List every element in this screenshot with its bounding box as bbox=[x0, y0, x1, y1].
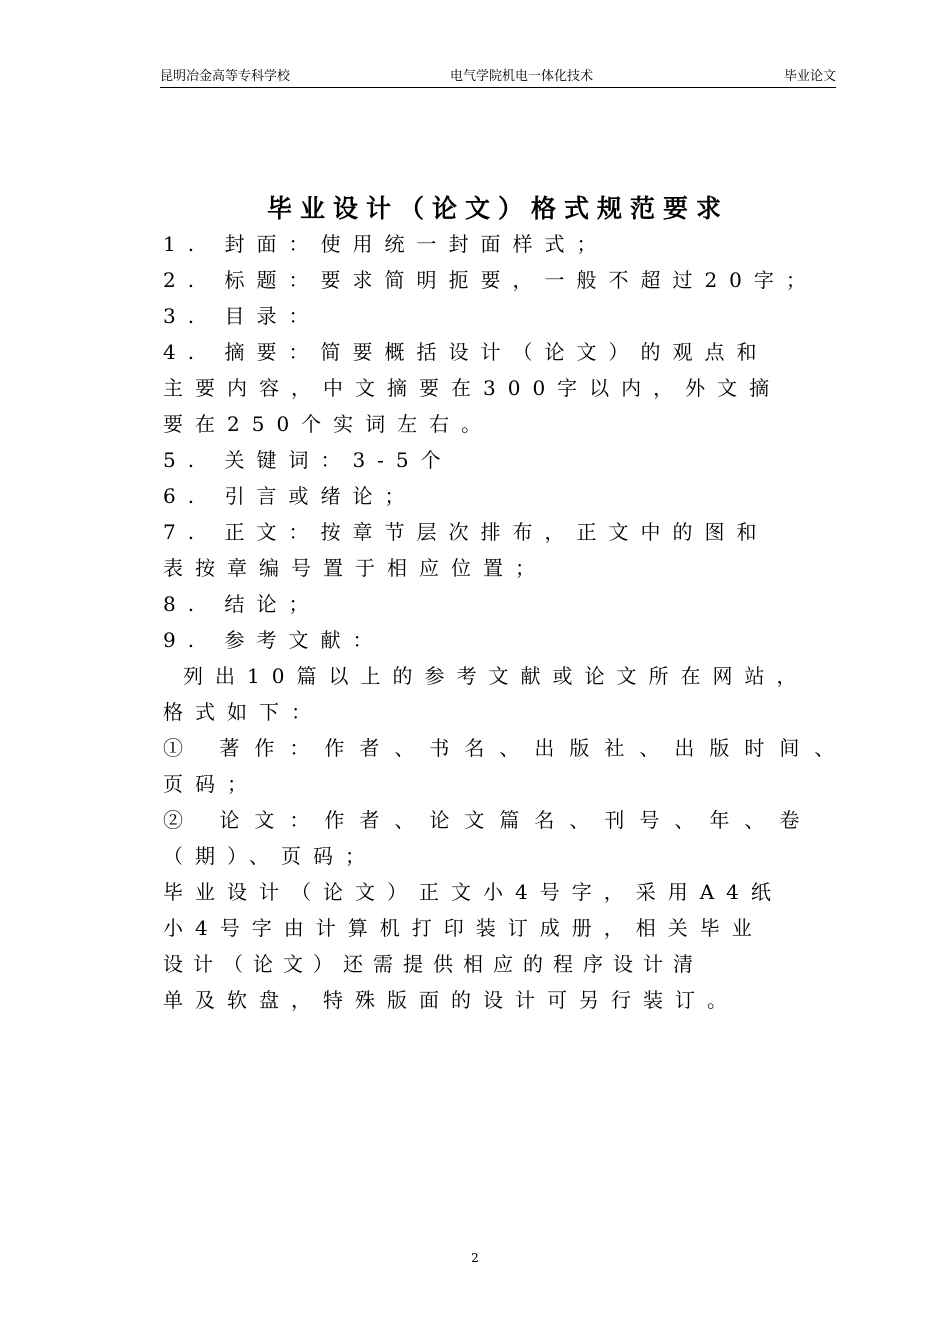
document-body bbox=[163, 226, 850, 1018]
body-line: 毕业设计（论文）正文小4号字，采用A4纸 bbox=[163, 880, 783, 904]
body-line: 9. 参考文献： bbox=[163, 628, 385, 652]
body-line: 列出10篇以上的参考文献或论文所在网站， bbox=[183, 664, 809, 688]
body-line: 4. 摘要：简要概括设计（论文）的观点和 bbox=[163, 340, 769, 364]
page-number: 2 bbox=[471, 1251, 479, 1265]
page-header bbox=[160, 67, 836, 88]
header-school-name: 昆明冶金高等专科学校 bbox=[160, 69, 291, 84]
body-line: 主要内容，中文摘要在300字以内，外文摘 bbox=[163, 376, 782, 400]
body-line: 单及软盘，特殊版面的设计可另行装订。 bbox=[163, 988, 739, 1012]
body-line: 1. 封面：使用统一封面样式； bbox=[163, 232, 609, 256]
header-document-type: 毕业论文 bbox=[783, 69, 836, 84]
body-line: 2. 标题：要求简明扼要，一般不超过20字； bbox=[163, 268, 818, 292]
body-line: 格式如下： bbox=[163, 700, 323, 724]
body-line: 表按章编号置于相应位置； bbox=[163, 556, 547, 580]
body-line: 要在250个实词左右。 bbox=[163, 412, 494, 436]
body-line: ② 论文：作者、论文篇名、刊号、年、卷 bbox=[163, 808, 815, 832]
body-line: 小4号字由计算机打印装订成册，相关毕业 bbox=[163, 916, 764, 940]
header-department: 电气学院机电一体化技术 bbox=[450, 69, 594, 84]
body-line: 8. 结论； bbox=[163, 592, 321, 616]
body-line: 页码； bbox=[163, 772, 259, 796]
body-line: 3. 目录： bbox=[163, 304, 321, 328]
body-line: 6. 引言或绪论； bbox=[163, 484, 417, 508]
body-line: 设计（论文）还需提供相应的程序设计清 bbox=[163, 952, 703, 976]
body-line: ① 著作：作者、书名、出版社、出版时间、 bbox=[163, 736, 850, 760]
document-title: 毕业设计（论文）格式规范要求 bbox=[266, 194, 729, 223]
body-line: 7. 正文：按章节层次排布，正文中的图和 bbox=[163, 520, 769, 544]
body-line: （期）、页码； bbox=[163, 844, 377, 868]
body-line: 5. 关键词：3-5个 bbox=[163, 448, 453, 472]
